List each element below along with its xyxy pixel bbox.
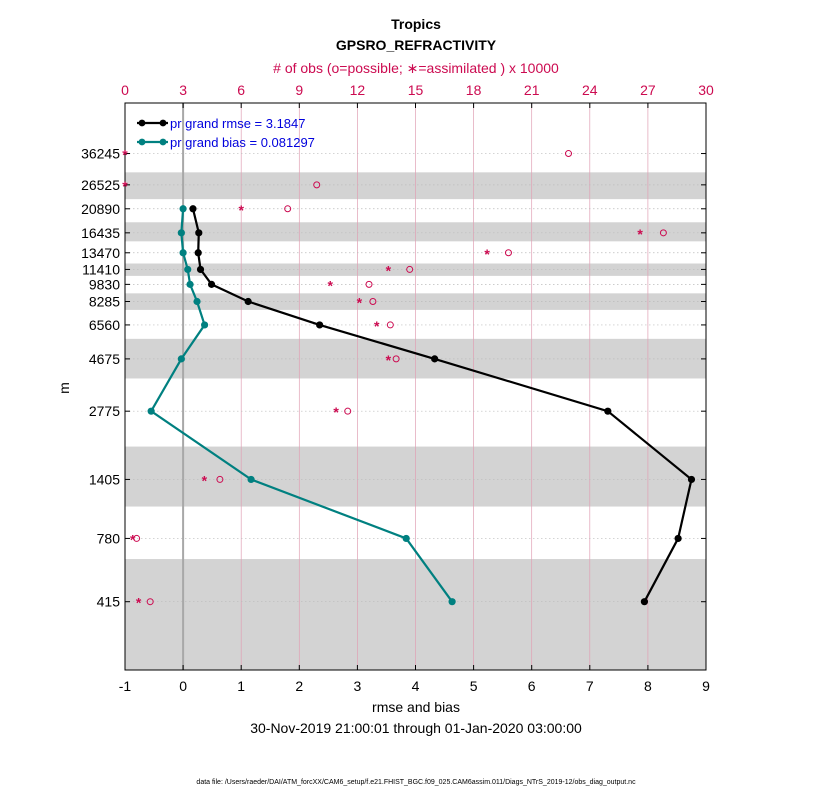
- series-point-1: [186, 281, 193, 288]
- x-tick-label: 6: [527, 678, 536, 694]
- x-tick-label: 7: [585, 678, 594, 694]
- legend-marker-1: [160, 139, 167, 146]
- top-tick-label: 24: [582, 82, 598, 98]
- series-point-0: [197, 266, 204, 273]
- x-tick-label: 0: [179, 678, 187, 694]
- legend-marker-0: [139, 120, 146, 127]
- x-tick-label: -1: [118, 678, 132, 694]
- legend-marker-0: [160, 120, 167, 127]
- series-point-0: [208, 281, 215, 288]
- y-tick-label: 13470: [81, 244, 120, 261]
- top-axis-ticks: [121, 82, 714, 108]
- series-point-0: [245, 298, 252, 305]
- x-axis-label: rmse and bias: [372, 699, 460, 715]
- series-point-0: [675, 535, 682, 542]
- legend-marker-1: [139, 139, 146, 146]
- chart-title: Tropics: [391, 16, 441, 32]
- y-tick-label: 4675: [88, 350, 120, 367]
- top-tick-label: 15: [407, 82, 424, 98]
- series-point-0: [195, 249, 202, 256]
- series-point-0: [195, 229, 202, 236]
- top-tick-label: 9: [295, 82, 304, 98]
- series-point-0: [604, 408, 611, 415]
- obs-assimilated-point: *: [122, 146, 128, 163]
- series-point-1: [449, 598, 456, 605]
- footnote: data file: /Users/raeder/DAI/ATM_forcXX/CAM6_setup/f.e21.FHIST_BGC.f09_025.CAM6assim.011/Diags_NTrS_2019-12/obs_diag_output.nc: [196, 779, 636, 786]
- series-point-0: [189, 205, 196, 212]
- obs-assimilated-point: *: [385, 351, 392, 368]
- obs-assimilated-point: *: [637, 225, 643, 242]
- series-point-1: [201, 321, 208, 328]
- top-tick-label: 6: [237, 82, 246, 98]
- top-tick-label: 30: [698, 82, 714, 98]
- series-point-1: [148, 408, 155, 415]
- series-point-1: [184, 266, 191, 273]
- obs-assimilated-point: *: [484, 245, 490, 262]
- top-tick-label: 21: [523, 82, 540, 98]
- top-tick-label: 27: [640, 82, 656, 98]
- top-tick-label: 12: [349, 82, 366, 98]
- y-tick-label: 780: [96, 530, 120, 547]
- x-tick-label: 3: [353, 678, 362, 694]
- x-tick-label: 9: [702, 678, 710, 694]
- x-tick-label: 1: [237, 678, 246, 694]
- legend-label-1: pr grand bias = 0.081297: [170, 135, 315, 150]
- y-tick-label: 16435: [81, 224, 120, 241]
- x-tick-label: 4: [411, 678, 420, 694]
- top-tick-label: 3: [179, 82, 187, 98]
- chart-subtitle: GPSRO_REFRACTIVITY: [335, 37, 497, 53]
- series-point-1: [180, 249, 187, 256]
- legend: [137, 116, 315, 150]
- series-point-0: [688, 476, 695, 483]
- series-point-1: [403, 535, 410, 542]
- obs-assimilated-point: *: [238, 201, 244, 218]
- obs-assimilated-point: *: [374, 317, 380, 334]
- obs-assimilated-point: *: [122, 177, 128, 194]
- series-point-0: [316, 321, 323, 328]
- y-tick-label: 11410: [82, 261, 120, 278]
- y-tick-label: 9830: [88, 276, 120, 293]
- obs-assimilated-point: *: [130, 531, 136, 548]
- series-point-1: [193, 298, 200, 305]
- y-tick-label: 1405: [88, 471, 120, 488]
- obs-assimilated-point: *: [327, 277, 334, 294]
- y-tick-label: 36245: [81, 145, 120, 162]
- top-tick-label: 18: [465, 82, 482, 98]
- y-tick-label: 8285: [88, 293, 120, 310]
- legend-label-0: pr grand rmse = 3.1847: [170, 116, 306, 131]
- y-tick-label: 415: [96, 593, 120, 610]
- obs-assimilated-point: *: [201, 472, 208, 489]
- top-tick-label: 0: [121, 82, 129, 98]
- y-tick-label: 6560: [88, 316, 120, 333]
- y-tick-label: 20890: [81, 200, 120, 217]
- top-axis-label: # of obs (o=possible; ∗=assimilated ) x 10000: [273, 60, 559, 76]
- y-axis-label: m: [56, 382, 72, 394]
- x-tick-label: 5: [469, 678, 478, 694]
- series-point-0: [641, 598, 648, 605]
- date-range: 30-Nov-2019 21:00:01 through 01-Jan-2020 03:00:00: [250, 720, 582, 736]
- obs-assimilated-point: *: [333, 404, 339, 421]
- series-point-0: [431, 355, 438, 362]
- series-point-1: [178, 355, 185, 362]
- y-tick-label: 26525: [81, 176, 120, 193]
- obs-assimilated-point: *: [135, 594, 142, 611]
- series-point-1: [247, 476, 254, 483]
- obs-assimilated-point: *: [385, 262, 392, 279]
- x-tick-label: 2: [295, 678, 304, 694]
- obs-count-markers: [122, 147, 666, 611]
- series-point-1: [180, 205, 187, 212]
- series-point-1: [178, 229, 185, 236]
- y-tick-label: 2775: [88, 403, 120, 420]
- x-tick-label: 8: [644, 678, 652, 694]
- obs-assimilated-point: *: [356, 294, 363, 311]
